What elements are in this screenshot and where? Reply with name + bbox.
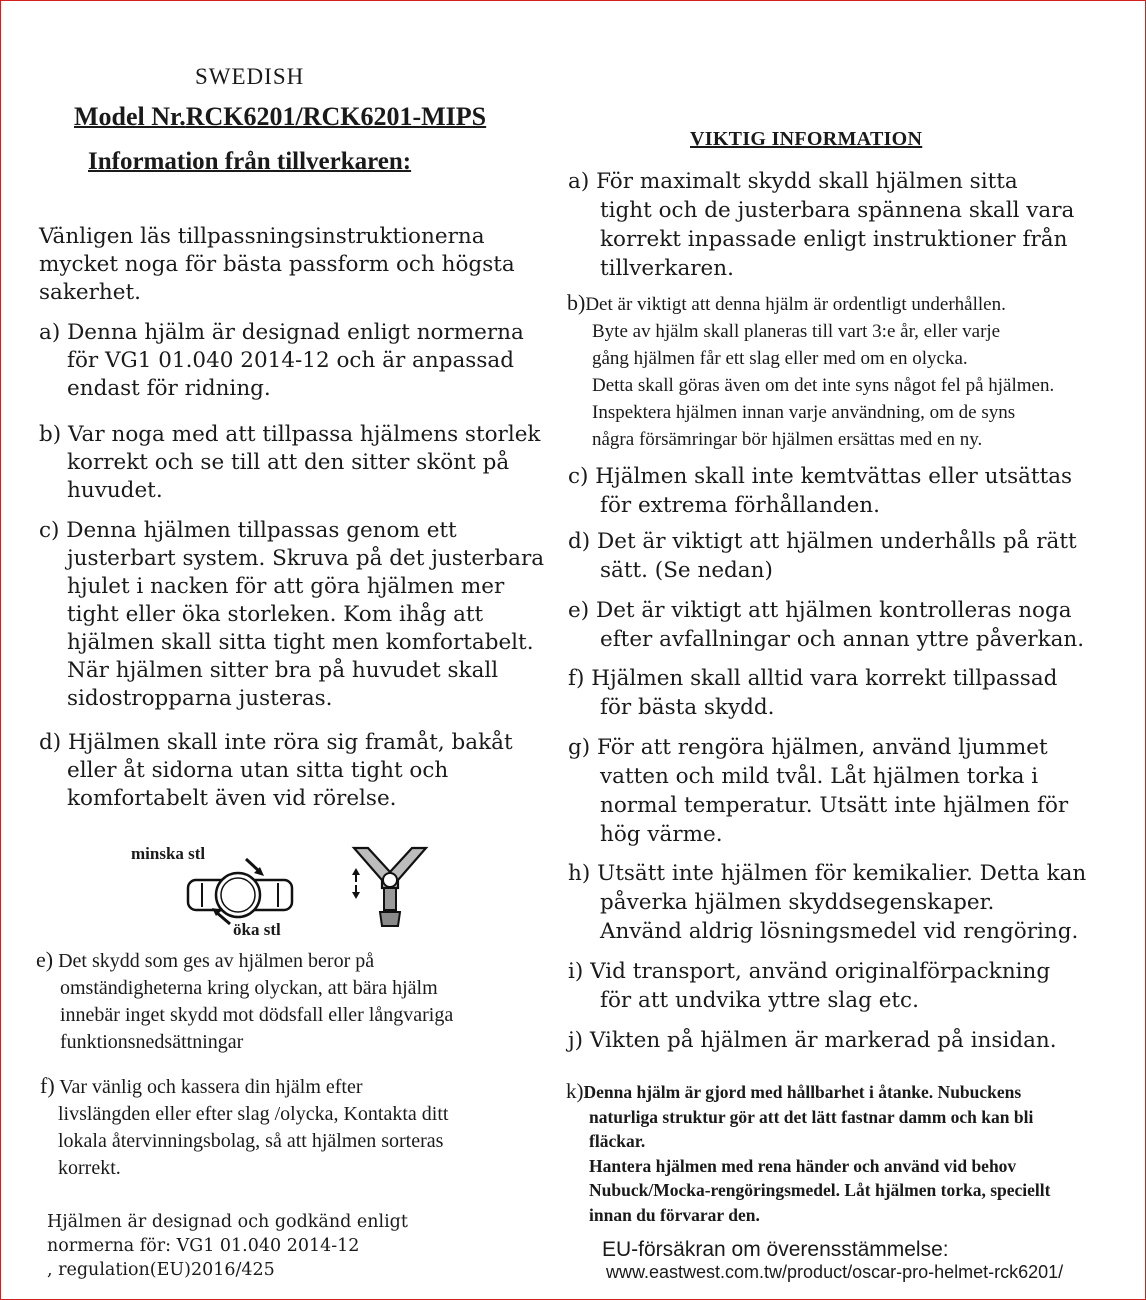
item-text: hjulet i nacken för att göra hjälmen mer — [67, 574, 505, 599]
item-text: Vid transport, använd originalförpackning — [590, 959, 1051, 984]
language-label: SWEDISH — [195, 64, 305, 89]
item-text: Hjälmen skall alltid vara korrekt tillpassad — [591, 666, 1058, 691]
item-text: sätt. (Se nedan) — [600, 558, 773, 583]
decrease-size-label: minska stl — [131, 844, 206, 863]
approval-line: , regulation(EU)2016/425 — [47, 1260, 275, 1280]
item-label: i) — [568, 959, 584, 984]
item-text: Vikten på hjälmen är markerad på insidan. — [589, 1028, 1057, 1053]
right-item-k — [566, 1079, 1050, 1227]
item-label: d) — [39, 730, 62, 755]
item-text: gång hjälmen får ett slag eller med om en olycka. — [592, 348, 968, 369]
item-label: c) — [568, 464, 589, 489]
item-text: Det är viktigt att hjälmen underhålls på rätt — [597, 529, 1077, 554]
item-text: för att undvika yttre slag etc. — [600, 988, 919, 1013]
left-item-f — [40, 1072, 448, 1182]
item-text: Utsätt inte hjälmen för kemikalier. Detta kan — [597, 861, 1087, 886]
item-label: h) — [568, 861, 591, 886]
right-item-a — [568, 167, 1074, 283]
item-text: Denna hjälm är gjord med hållbarhet i åtanke. Nubuckens — [583, 1082, 1022, 1102]
item-label: a) — [39, 320, 61, 345]
model-number-value: RCK6201/RCK6201-MIPS — [185, 102, 487, 131]
left-item-d — [39, 729, 513, 813]
item-label: c) — [39, 518, 60, 543]
item-label: b) — [567, 290, 586, 315]
item-text: normal temperatur. Utsätt inte hjälmen för — [600, 793, 1069, 818]
left-item-b — [39, 421, 540, 505]
item-text: naturliga struktur gör att det lätt fastnar damm och kan bli — [589, 1106, 1034, 1127]
item-text: När hjälmen sitter bra på huvudet skall — [67, 658, 499, 683]
left-item-c — [39, 517, 544, 713]
item-text: Det skydd som ges av hjälmen beror på — [58, 950, 375, 972]
item-text: tight och de justerbara spännena skall vara — [600, 198, 1075, 223]
approval-note — [47, 1210, 408, 1282]
item-text: innan du förvarar den. — [589, 1204, 760, 1225]
item-text: för extrema förhållanden. — [600, 493, 880, 518]
item-label: e) — [36, 947, 54, 972]
intro-line: sakerhet. — [39, 280, 141, 305]
item-text: Var vänlig och kassera din hjälm efter — [59, 1076, 363, 1098]
item-text: tight eller öka storleken. Kom ihåg att — [67, 602, 484, 627]
item-text: hjälmen skall sitta tight men komfortabelt. — [67, 630, 534, 655]
item-text: tillverkaren. — [600, 256, 734, 281]
item-text: endast för ridning. — [67, 376, 271, 401]
item-text: för VG1 01.040 2014-12 och är anpassad — [67, 348, 514, 373]
item-text: Hjälmen skall inte kemtvättas eller utsättas — [595, 464, 1073, 489]
item-text: för bästa skydd. — [600, 695, 775, 720]
item-text: efter avfallningar och annan yttre påverkan. — [600, 627, 1085, 652]
item-text: vatten och mild tvål. Låt hjälmen torka i — [600, 764, 1039, 789]
item-label: g) — [568, 735, 591, 760]
item-label: j) — [568, 1028, 584, 1053]
item-text: omständigheterna kring olyckan, att bära hjälm — [60, 977, 438, 999]
model-prefix: Model Nr. — [74, 102, 186, 131]
item-label: d) — [568, 529, 591, 554]
manufacturer-heading: Information från tillverkaren: — [88, 148, 412, 175]
item-text: Var noga med att tillpassa hjälmens storlek — [68, 422, 541, 447]
item-text: Hantera hjälmen med rena händer och använd vid behov — [589, 1155, 1017, 1176]
item-text: Det är viktigt att denna hjälm är ordentligt underhållen. — [585, 294, 1006, 315]
item-label: e) — [568, 598, 590, 623]
important-info-heading: VIKTIG INFORMATION — [690, 128, 923, 150]
right-item-g — [568, 733, 1068, 849]
intro-line: mycket noga för bästa passform och högsta — [39, 252, 515, 277]
item-text: För maximalt skydd skall hjälmen sitta — [596, 169, 1018, 194]
left-item-a — [39, 319, 524, 403]
item-label: a) — [568, 169, 590, 194]
item-text: huvudet. — [67, 478, 163, 503]
increase-size-label: öka stl — [233, 920, 281, 939]
item-text: Det är viktigt att hjälmen kontrolleras noga — [595, 598, 1072, 623]
item-text: Nubuck/Mocka-rengöringsmedel. Låt hjälmen torka, speciellt — [589, 1180, 1051, 1200]
item-text: Detta skall göras även om det inte syns något fel på hjälmen. — [592, 375, 1055, 396]
eu-declaration-url[interactable]: www.eastwest.com.tw/product/oscar-pro-helmet-rck6201/ — [606, 1262, 1064, 1282]
item-text: lokala återvinningsbolag, så att hjälmen sorteras — [58, 1130, 444, 1152]
right-item-i — [568, 957, 1050, 1015]
item-label: k) — [566, 1079, 584, 1103]
item-text: Denna hjälmen tillpassas genom ett — [66, 518, 457, 543]
item-text: livslängden eller efter slag /olycka, Kontakta ditt — [58, 1103, 449, 1125]
item-text: korrekt. — [58, 1157, 121, 1179]
item-text: korrekt och se till att den sitter skönt på — [67, 450, 510, 475]
item-text: några försämringar bör hjälmen ersättas med en ny. — [592, 429, 983, 450]
item-label: b) — [39, 422, 62, 447]
item-text: eller åt sidorna utan sitta tight och — [67, 758, 449, 783]
item-text: Använd aldrig lösningsmedel vid rengöring. — [600, 919, 1079, 944]
item-label: f) — [40, 1073, 55, 1098]
item-text: Byte av hjälm skall planeras till vart 3:e år, eller varje — [592, 321, 1001, 342]
item-text: Denna hjälm är designad enligt normerna — [67, 320, 524, 345]
item-text: funktionsnedsättningar — [60, 1031, 244, 1053]
item-text: innebär inget skydd mot dödsfall eller långvariga — [60, 1004, 454, 1026]
item-text: sidostropparna justeras. — [67, 686, 333, 711]
right-item-h — [568, 859, 1086, 946]
eu-declaration-title: EU-försäkran om överensstämmelse: — [602, 1238, 949, 1261]
right-item-e — [568, 596, 1084, 654]
item-label: f) — [568, 666, 585, 691]
item-text: Inspektera hjälmen innan varje användning, om de syns — [592, 402, 1016, 423]
approval-line: normerna för: VG1 01.040 2014-12 — [47, 1236, 360, 1256]
approval-line: Hjälmen är designad och godkänd enligt — [47, 1212, 408, 1232]
intro-paragraph — [39, 223, 515, 307]
right-item-b — [567, 289, 1054, 453]
strap-adjuster-icon — [346, 842, 436, 934]
model-number — [74, 102, 486, 132]
intro-line: Vänligen läs tillpassningsinstruktionerna — [39, 224, 485, 249]
item-text: komfortabelt även vid rörelse. — [67, 786, 397, 811]
adjustment-dial-icon — [180, 848, 300, 928]
item-text: påverka hjälmen skyddsegenskaper. — [600, 890, 995, 915]
right-item-d — [568, 527, 1077, 585]
left-item-e — [36, 946, 453, 1056]
item-text: hög värme. — [600, 822, 723, 847]
item-text: korrekt inpassade enligt instruktioner från — [600, 227, 1068, 252]
item-text: fläckar. — [589, 1131, 646, 1151]
item-text: För att rengöra hjälmen, använd ljummet — [597, 735, 1048, 760]
item-text: justerbart system. Skruva på det justerbara — [67, 546, 545, 571]
right-item-j — [568, 1026, 1057, 1055]
item-text: Hjälmen skall inte röra sig framåt, bakåt — [68, 730, 513, 755]
right-item-c — [568, 462, 1072, 520]
right-item-f — [568, 664, 1057, 722]
